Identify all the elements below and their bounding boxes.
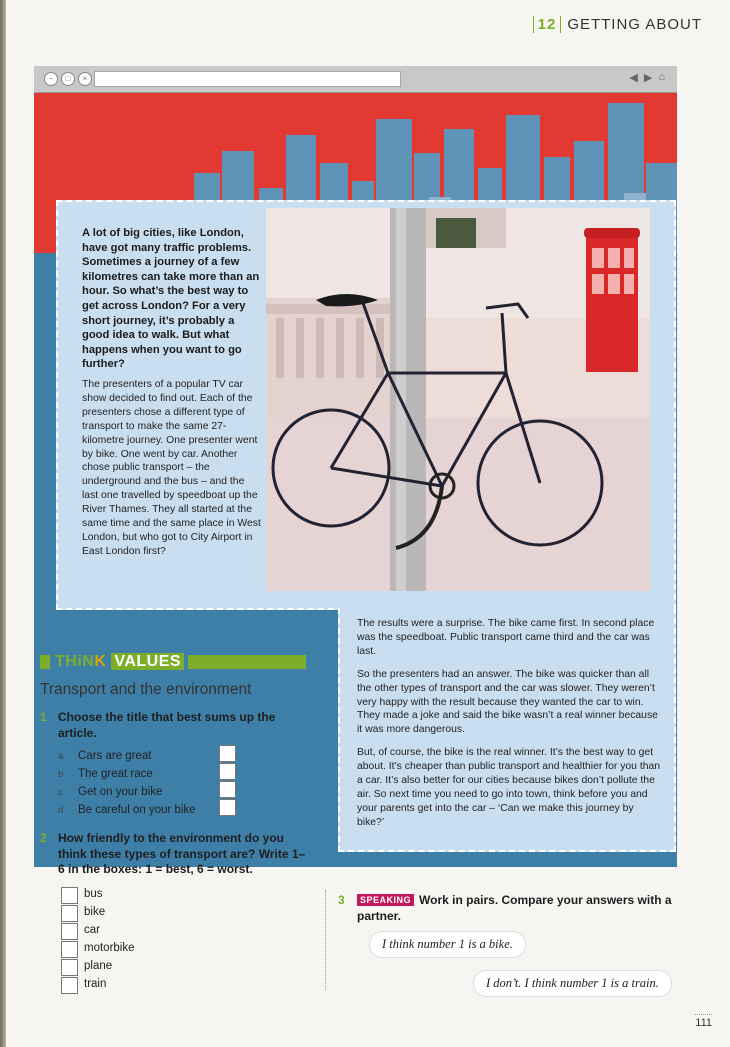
section-subtitle: Transport and the environment: [40, 681, 252, 698]
option-letter: b: [58, 769, 64, 780]
bicycle-photo: [266, 208, 650, 591]
window-controls: [44, 72, 92, 86]
rank-box-car[interactable]: [61, 923, 78, 940]
option-letter: a: [58, 751, 64, 762]
speech-bubble-2: I don’t. I think number 1 is a train.: [474, 971, 671, 996]
heading-rule: [188, 655, 306, 669]
question-3-instruction: Work in pairs. Compare your answers with a partner.: [357, 893, 672, 923]
transport-label-bike: bike: [84, 906, 106, 918]
question-1-text: Choose the title that best sums up the article.: [58, 710, 276, 740]
answer-checkbox-a[interactable]: [219, 745, 236, 762]
think-values-heading: [40, 653, 306, 671]
unit-title: GETTING ABOUT: [567, 16, 702, 33]
option-text: Get on your bike: [78, 786, 163, 798]
nav-icons: [629, 71, 665, 84]
think-part2: K: [94, 653, 107, 670]
question-2-text: How friendly to the environment do you think these types of transport are? Write 1–6 in the boxes: 1 = best, 6 = worst.: [58, 831, 306, 876]
address-bar: [94, 71, 401, 87]
speaking-badge: SPEAKING: [357, 894, 414, 906]
answer-checkbox-b[interactable]: [219, 763, 236, 780]
close-icon: ×: [78, 72, 92, 86]
unit-number: 12: [533, 16, 562, 33]
speech-bubble-1: I think number 1 is a bike.: [370, 932, 525, 957]
think-part3: VALUES: [111, 653, 184, 670]
option-text: The great race: [78, 768, 153, 780]
transport-label-train: train: [84, 978, 107, 990]
article-body-continued: [357, 617, 663, 839]
transport-label-plane: plane: [84, 960, 113, 972]
option-text: Cars are great: [78, 750, 152, 762]
book-spine: [0, 0, 6, 1047]
minimize-icon: –: [44, 72, 58, 86]
question-number: 3: [338, 893, 345, 907]
article-paragraph: So the presenters had an answer. The bike was quicker than all the other types of transport and the car was slower. They weren’t very happy with the result because they wanted the car to win. They made a joke and said the bike wasn’t a real winner because it was more dangerous.: [357, 668, 658, 736]
rank-box-bus[interactable]: [61, 887, 78, 904]
option-a: [58, 750, 152, 762]
rank-box-train[interactable]: [61, 977, 78, 994]
answer-checkbox-d[interactable]: [219, 799, 236, 816]
transport-label-motorbike: motorbike: [84, 942, 135, 954]
option-letter: d: [58, 805, 64, 816]
article-intro: A lot of big cities, like London, have got many traffic problems. Sometimes a journey of a few kilometres can take more than an hour. So what’s the best way to get across London? For a very short journey, it’s probably a good idea to walk. But what happens when you want to go further?: [82, 227, 260, 371]
rank-box-plane[interactable]: [61, 959, 78, 976]
maximize-icon: □: [61, 72, 75, 86]
column-divider: [325, 890, 326, 990]
rank-box-motorbike[interactable]: [61, 941, 78, 958]
browser-toolbar: [34, 66, 677, 93]
bicycle-illustration: [266, 208, 650, 591]
unit-header: [533, 16, 702, 33]
back-icon: ◀: [629, 72, 638, 84]
transport-label-car: car: [84, 924, 100, 936]
forward-icon: ▶: [643, 72, 653, 84]
question-number: 1: [40, 710, 47, 724]
heading-marker: [40, 655, 50, 669]
option-c: [58, 786, 162, 798]
option-d: [58, 804, 196, 816]
option-letter: c: [58, 787, 63, 798]
option-text: Be careful on your bike: [78, 804, 196, 816]
page-number: 111: [695, 1014, 712, 1029]
rank-box-bike[interactable]: [61, 905, 78, 922]
think-part1: THiN: [55, 653, 95, 670]
article-body: The presenters of a popular TV car show decided to find out. Each of the presenters chose a different type of transport to make the same 27-kilometre journey. One presenter went by bike. One went by car. Another chose public transport – the underground and the bus – and the last one travelled by speedboat up the River Thames. They all started at the same time and the same place in West London, but who got to City Airport in East London first?: [82, 379, 261, 557]
transport-label-bus: bus: [84, 888, 103, 900]
answer-checkbox-c[interactable]: [219, 781, 236, 798]
question-3-text: [357, 892, 687, 924]
home-icon: ⌂: [658, 71, 665, 83]
option-b: [58, 768, 153, 780]
question-number: 2: [40, 831, 47, 845]
article-paragraph: But, of course, the bike is the real winner. It’s the best way to get about. It’s cheaper than public transport and healthier for you than a car. It’s also better for our cities because bikes don’t pollute the air. So next time you need to go into town, think before you and your parents get into the car – ‘Can we make this journey by bike?’: [357, 747, 661, 828]
article-paragraph: The results were a surprise. The bike came first. In second place was the speedboat. Public transport came third and the car was last.: [357, 618, 655, 657]
